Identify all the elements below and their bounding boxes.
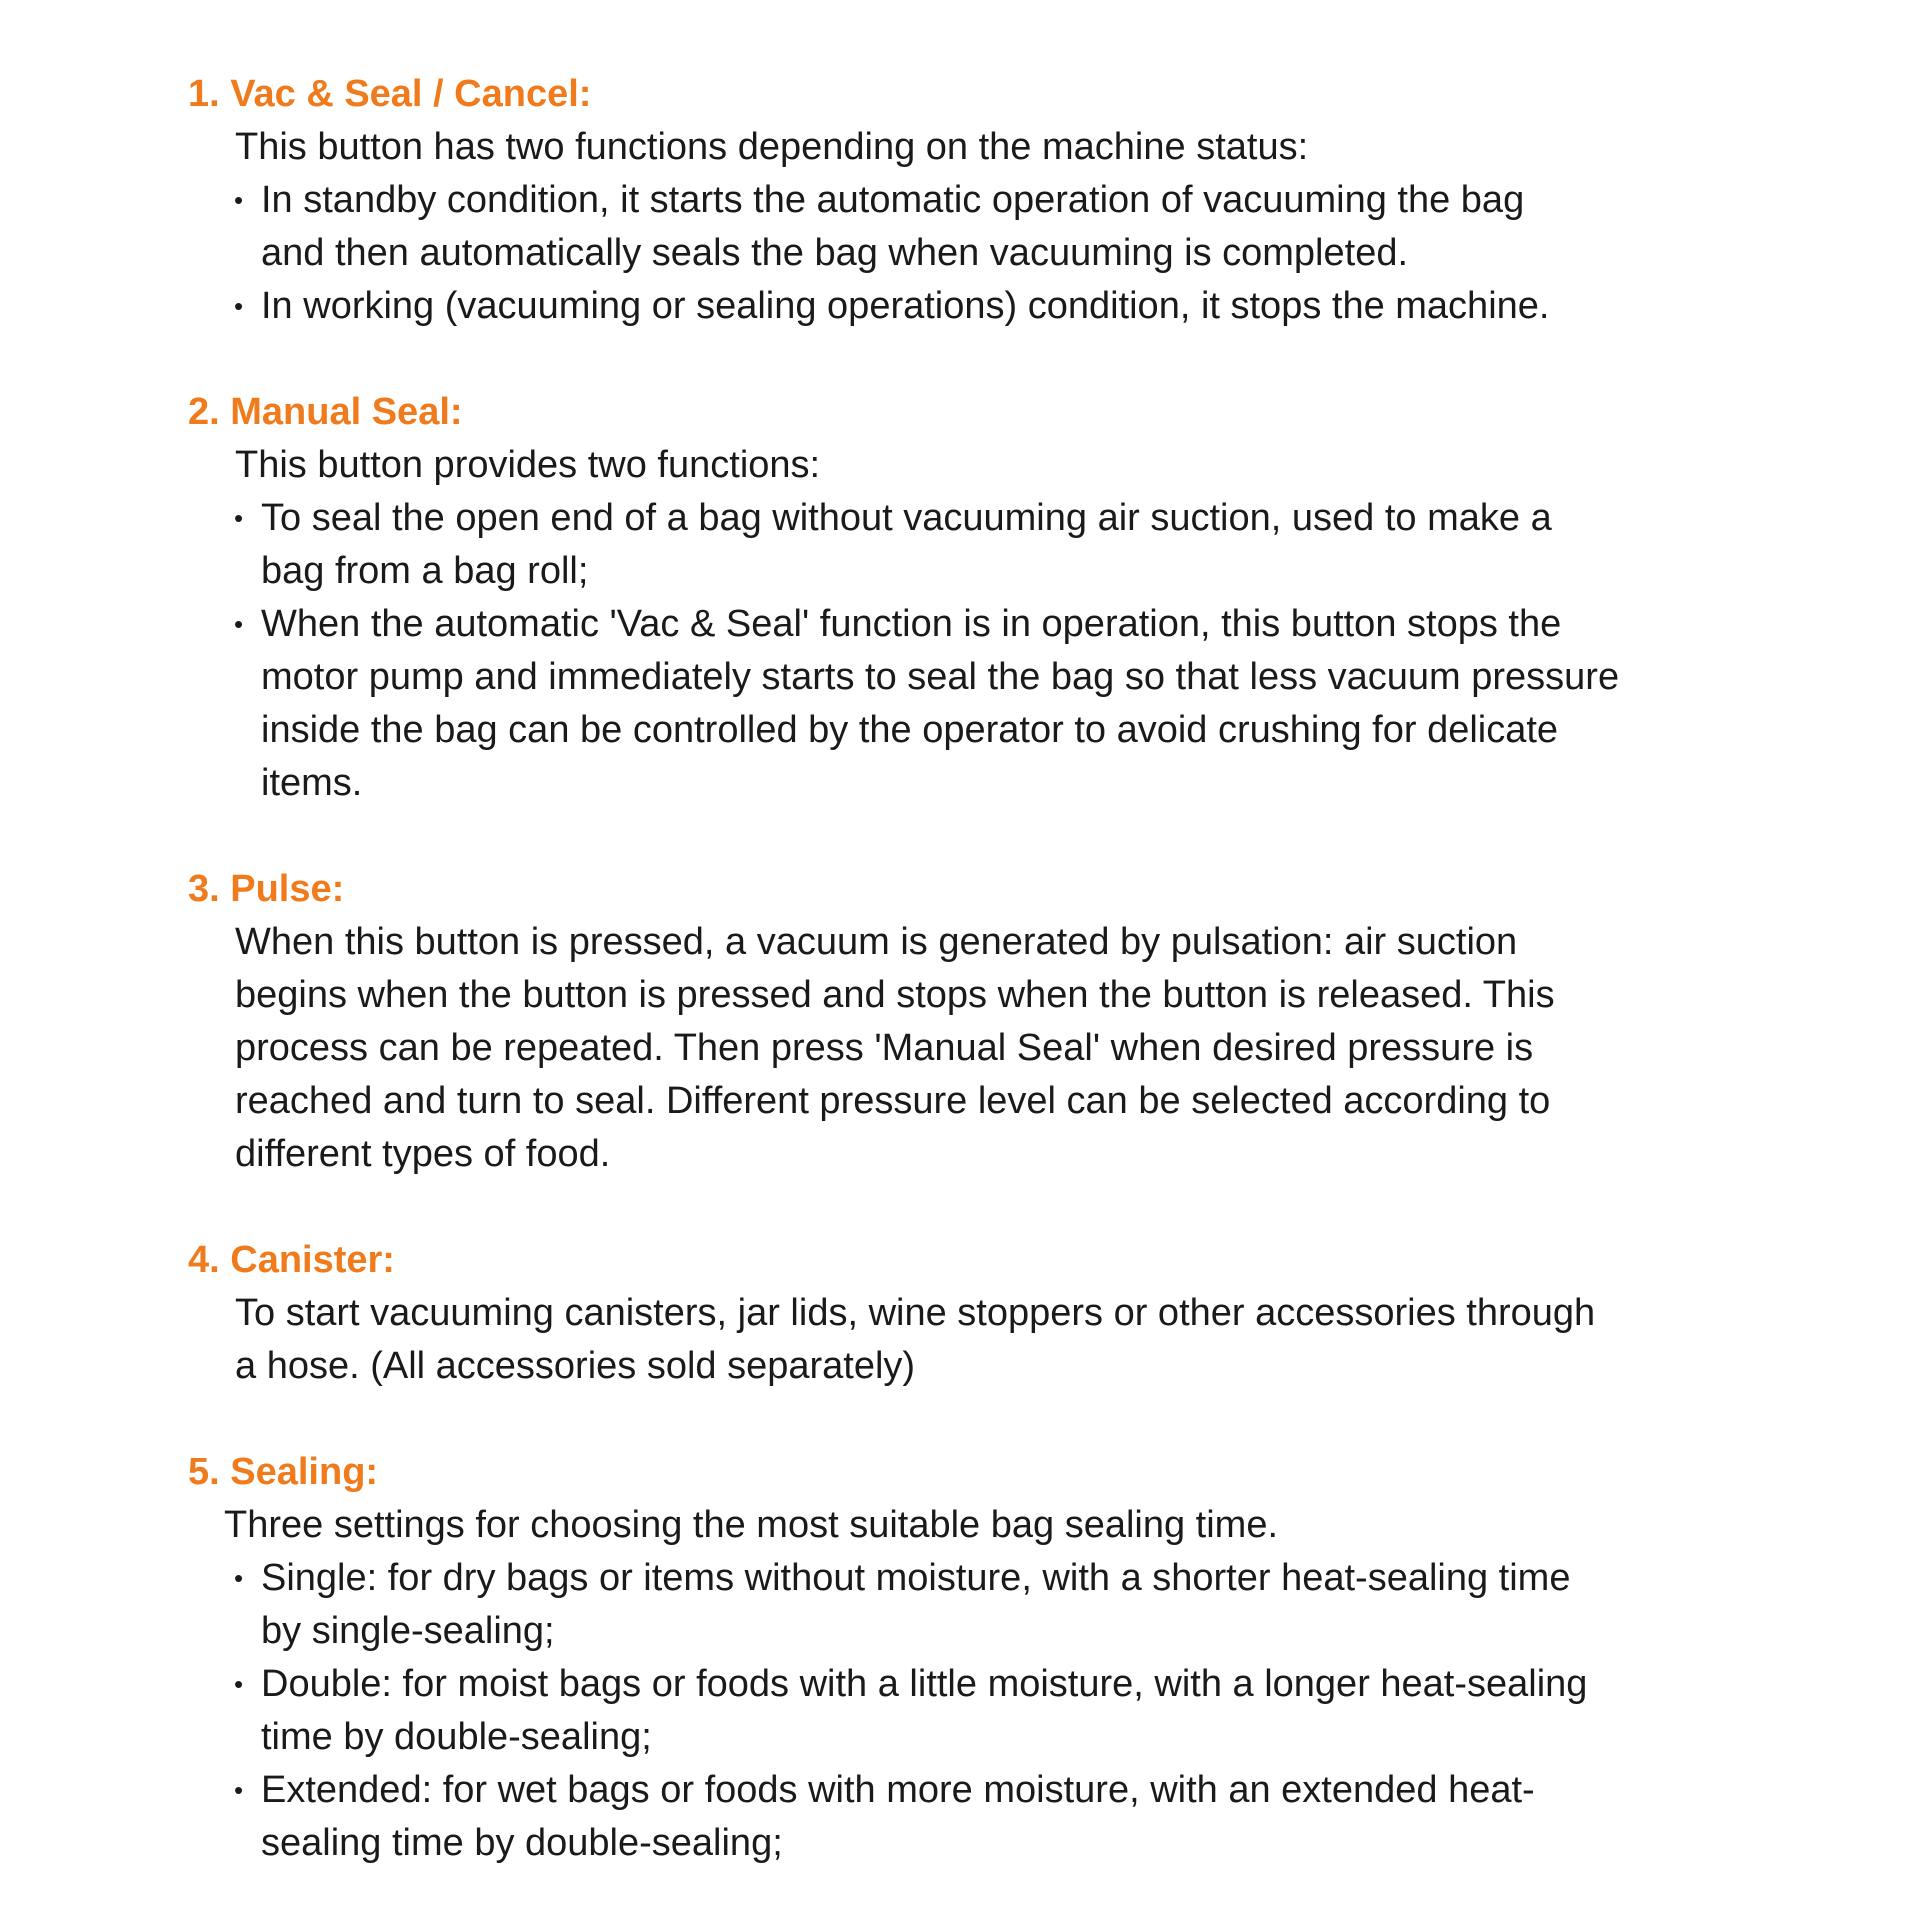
bullet-text-line: To seal the open end of a bag without vacuuming air suction, used to make a (261, 497, 1552, 539)
bullet-icon: • (234, 291, 244, 321)
bullet-icon: • (234, 1775, 244, 1805)
bullet-text-line: motor pump and immediately starts to seal the bag so that less vacuum pressure (261, 656, 1620, 698)
bullet-text-line: sealing time by double-sealing; (261, 1822, 783, 1864)
bullet-text-line: and then automatically seals the bag when vacuuming is completed. (261, 232, 1409, 274)
paragraph-line: different types of food. (235, 1133, 611, 1175)
bullet-text-line: In standby condition, it starts the automatic operation of vacuuming the bag (261, 179, 1525, 221)
section-intro: This button has two functions depending on the machine status: (235, 126, 1309, 168)
bullet-text-line: items. (261, 762, 363, 804)
paragraph-line: When this button is pressed, a vacuum is generated by pulsation: air suction (235, 921, 1518, 963)
bullet-text-line: Double: for moist bags or foods with a little moisture, with a longer heat-sealing (261, 1663, 1588, 1705)
bullet-icon: • (234, 503, 244, 533)
bullet-text-line: When the automatic 'Vac & Seal' function is in operation, this button stops the (261, 603, 1562, 645)
paragraph-line: a hose. (All accessories sold separately) (235, 1345, 916, 1387)
section-heading: 1. Vac & Seal / Cancel: (188, 73, 592, 115)
section-heading: 2. Manual Seal: (188, 391, 463, 433)
bullet-text-line: time by double-sealing; (261, 1716, 652, 1758)
section-heading: 5. Sealing: (188, 1451, 379, 1493)
bullet-text-line: Extended: for wet bags or foods with more moisture, with an extended heat- (261, 1769, 1535, 1811)
bullet-icon: • (234, 185, 244, 215)
bullet-text-line: Single: for dry bags or items without moisture, with a shorter heat-sealing time (261, 1557, 1571, 1599)
bullet-text-line: bag from a bag roll; (261, 550, 589, 592)
bullet-icon: • (234, 1669, 244, 1699)
bullet-icon: • (234, 609, 244, 639)
bullet-text-line: inside the bag can be controlled by the operator to avoid crushing for delicate (261, 709, 1559, 751)
bullet-icon: • (234, 1563, 244, 1593)
section-heading: 3. Pulse: (188, 868, 345, 910)
section-intro: This button provides two functions: (235, 444, 821, 486)
paragraph-line: begins when the button is pressed and stops when the button is released. This (235, 974, 1555, 1016)
paragraph-line: process can be repeated. Then press 'Manual Seal' when desired pressure is (235, 1027, 1534, 1069)
bullet-text-line: by single-sealing; (261, 1610, 555, 1652)
section-heading: 4. Canister: (188, 1239, 395, 1281)
bullet-text-line: In working (vacuuming or sealing operations) condition, it stops the machine. (261, 285, 1550, 327)
section-intro: Three settings for choosing the most suitable bag sealing time. (224, 1504, 1279, 1546)
paragraph-line: reached and turn to seal. Different pressure level can be selected according to (235, 1080, 1551, 1122)
paragraph-line: To start vacuuming canisters, jar lids, wine stoppers or other accessories through (235, 1292, 1596, 1334)
